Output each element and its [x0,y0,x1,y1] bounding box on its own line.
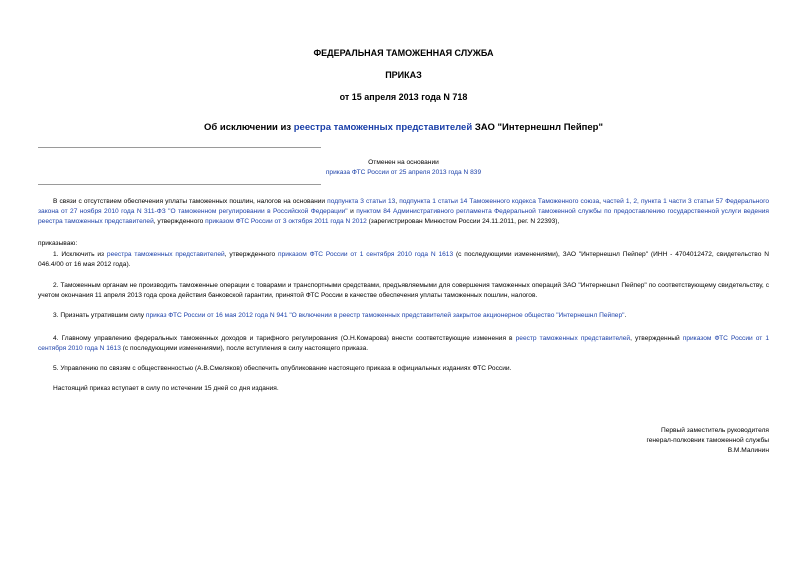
intro-text-6: (зарегистрирован Минюстом России 24.11.2011, рег. N 22393), [366,218,560,226]
cancellation-note [0,158,807,178]
intro-paragraph [38,197,769,228]
item-4-text-1: 4. Главному управлению федеральных таможенных доходов и тарифного регулирования (О.Н.Комарова) внести соответствующие изменения в [53,335,516,342]
item-1-registry-link[interactable]: реестра таможенных представителей [106,251,225,258]
item-3 [38,311,769,321]
intro-link-order-2012[interactable]: приказом ФТС России от 3 октября 2011 года N 2012 [205,218,367,226]
orders-label: приказываю: [38,240,78,247]
item-1-text-2: , утвержденного [224,251,279,258]
intro-text-5: , утвержденного [153,218,206,226]
signature-position: Первый заместитель руководителя [660,427,769,434]
heading-prefix: Об исключении из [204,122,294,133]
item-1-text-3: (с последующими изменениями), ЗАО "Интернешнл Пейпер" (ИНН - 4704012472, свидетельство N 046.4/00 от 16 мая 2012 года). [38,251,769,269]
item-1-order-1613-link[interactable]: приказом ФТС России от 1 сентября 2010 года N 1613 [278,251,454,258]
intro-link-reglament[interactable]: пунктом 84 Административного регламента Федеральной таможенной службы по предоставлению государственной услуги ведения реестра таможенных представителей [38,208,769,226]
intro-text-1: В связи с отсутствием обеспечения уплаты таможенных пошлин, налогов на основании [53,198,328,205]
intro-link-tk-13[interactable]: подпункта 3 статьи 13 [327,198,396,205]
signature-rank: генерал-полковник таможенной службы [646,437,769,444]
intro-text-4: и [347,208,357,216]
document-heading [0,122,807,133]
heading-suffix: ЗАО "Интернешнл Пейпер" [472,122,603,133]
cancel-order-link[interactable]: приказа ФТС России от 25 апреля 2013 года N 839 [325,169,482,176]
item-4-registry-link[interactable]: реестр таможенных представителей [515,335,631,342]
item-3-text-1: 3. Признать утратившим силу [53,312,146,319]
item-6: Настоящий приказ вступает в силу по истечении 15 дней со дня издания. [53,385,279,392]
signature-name: В.М.Малинин [727,447,769,454]
item-4-text-2: , утвержденный [630,335,683,342]
item-1 [38,250,769,270]
signature-block [646,426,769,456]
cancel-note-text: Отменен на основании [368,159,439,166]
intro-text-2: , [395,198,400,205]
item-3-text-2: . [624,312,627,319]
item-5: 5. Управлению по связям с общественностью (А.В.Смеляков) обеспечить опубликование настоящего приказа в официальных изданиях ФТС России. [53,365,512,372]
intro-text-3: , [599,198,604,205]
heading-registry-link[interactable]: реестра таможенных представителей [293,122,473,133]
item-4-order-1613-link[interactable]: приказом ФТС России от 1 сентября 2010 года N 1613 [38,335,769,353]
top-divider [38,147,321,148]
item-1-text-1: 1. Исключить из [53,251,107,258]
agency-title: ФЕДЕРАЛЬНАЯ ТАМОЖЕННАЯ СЛУЖБА [313,48,494,58]
item-2: 2. Таможенным органам не производить таможенные операции с товарами и транспортными средствами, предъявляемыми для совершения таможенных операций ЗАО "Интернешнл Пейпер" по соответствующему свидетельству, с учетом окончания 11 апреля 2013 года срока действия банковской гарантии, принятой ФТС России в качестве обеспечения уплаты таможенных пошлин, налогов. [38,282,769,300]
item-3-order-941-link[interactable]: приказ ФТС России от 16 мая 2012 года N 941 "О включении в реестр таможенных представителей закрытое акционерное общество "Интернешнл Пейпер" [145,312,625,319]
item-4-text-3: (с последующими изменениями), после вступления в силу настоящего приказа. [120,345,369,353]
bottom-divider [38,184,321,185]
document-type: ПРИКАЗ [385,70,422,80]
document-date-number: от 15 апреля 2013 года N 718 [339,92,468,102]
intro-link-311fz[interactable]: частей 1, 2, пункта 1 части 3 статьи 57 Федерального закона от 27 ноября 2010 года N 311-ФЗ "О таможенном регулировании в Российской Федерации" [38,198,770,216]
intro-link-tk-14[interactable]: подпункта 1 статьи 14 Таможенного кодекса Таможенного союза [399,198,600,205]
item-4 [38,334,769,354]
